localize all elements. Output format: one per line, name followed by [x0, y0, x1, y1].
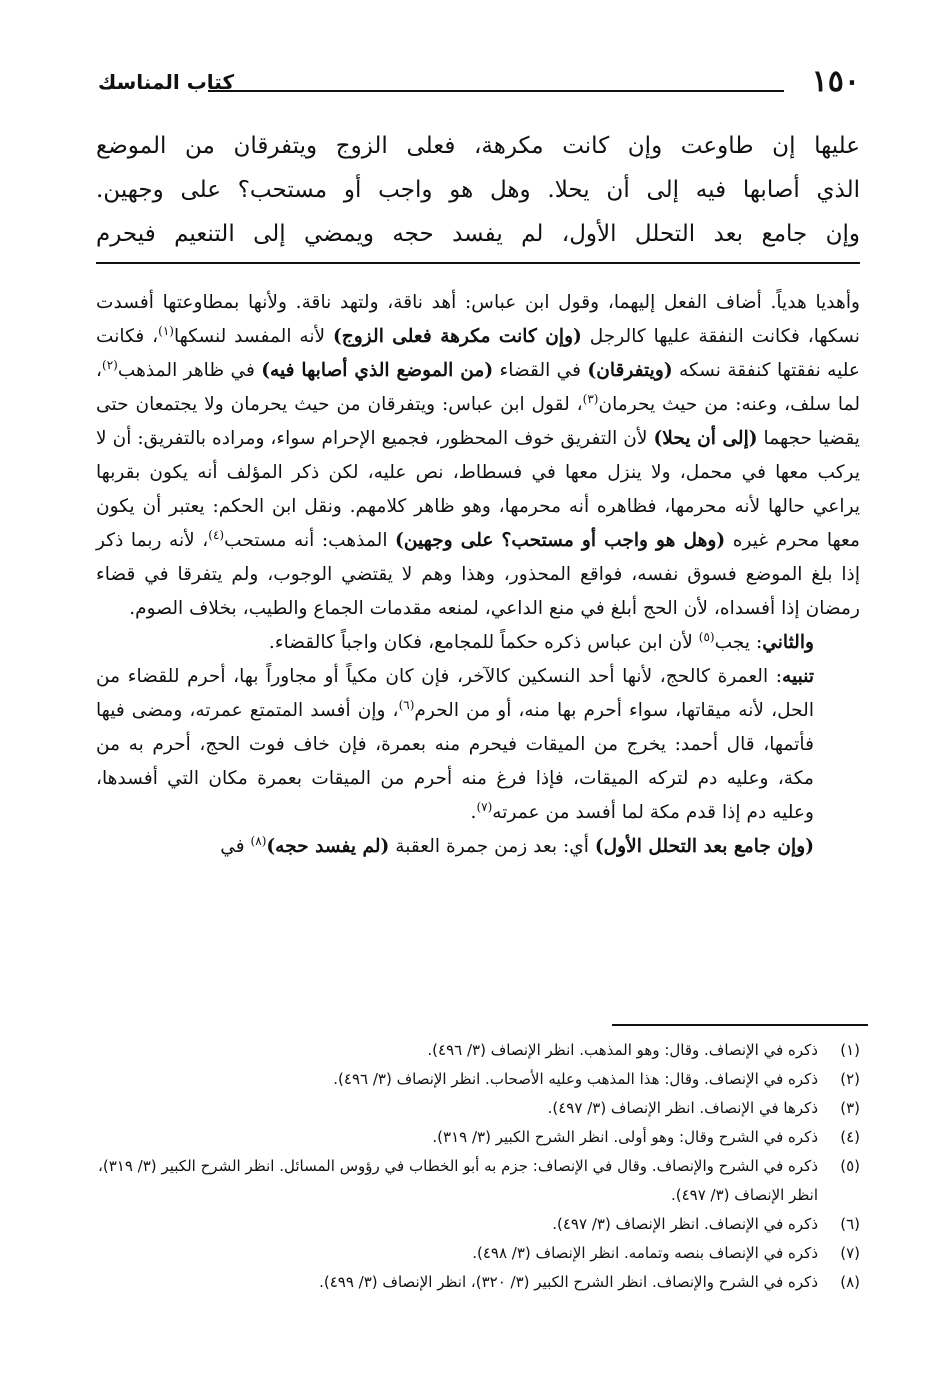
commentary-text: وأهديا هدياً. أضاف الفعل إليهما، وقول ابن عباس: أهد ناقة، ولتهد ناقة. ولأنها بمطاوعتها أفسدت نسكها، فكانت النفقة عليها كالرجل [96, 292, 860, 347]
quoted-text: (من الموضع الذي أصابها فيه) [261, 360, 494, 381]
commentary-paragraph [96, 626, 860, 660]
footnote-number: (٣) [840, 1099, 860, 1117]
footnote-text: ذكره في الإنصاف. انظر الإنصاف (٣/ ٤٩٧). [552, 1215, 818, 1233]
footnote-item [98, 1210, 860, 1239]
text-separator [96, 262, 860, 264]
footnote-ref[interactable]: (٦) [398, 697, 415, 712]
footnote-number: (٧) [840, 1244, 860, 1262]
commentary [96, 286, 860, 864]
footnote-number: (٤) [840, 1128, 860, 1146]
commentary-paragraph [96, 830, 860, 864]
main-text-line: الذي أصابها فيه إلى أن يحلا. وهل هو واجب أو مستحب؟ على وجهين. [96, 177, 860, 203]
footnote-number: (٦) [840, 1215, 860, 1233]
page-number: ١٥٠ [811, 64, 860, 99]
footnote-text: ذكره في الشرح والإنصاف. وقال في الإنصاف: جزم به أبو الخطاب في رؤوس المسائل. انظر الشرح الكبير (٣/ ٣١٩)، انظر الإنصاف (٣/ ٤٩٧). [98, 1157, 818, 1204]
footnote-text: ذكره في الشرح والإنصاف. انظر الشرح الكبير (٣/ ٣٢٠)، انظر الإنصاف (٣/ ٤٩٩). [319, 1273, 818, 1291]
commentary-text: ، لأنه ربما ذكر إذا بلغ الموضع فسوق نفسه، فواقع المحذور، وهذا وهم لا يقتضي الوجوب، ولم يتفرقا في قضاء رمضان إذا أفسداه، لأن الحج أبلغ في منع الداعي، لمنعه مقدمات الجماع والطيب، بخلاف الصوم. [96, 530, 860, 619]
quoted-text: (إلى أن يحلا) [653, 428, 758, 449]
footnote-ref[interactable]: (٨) [250, 833, 267, 848]
commentary-text: ، وإن أفسد المتمتع عمرته، ومضى فيها فأتمها، قال أحمد: يخرج من الميقات فيحرم منه بعمرة، فإن خاف فوت الحج، أحرم به من مكة، وعليه دم لتركه الميقات، فإذا فرغ منه أحرم من الميقات بعمرة مكان التي أفسدها، وعليه دم إذا قدم مكة لما أفسد من عمرته [96, 700, 814, 823]
footnote-text: ذكره في الإنصاف. وقال: وهو المذهب. انظر الإنصاف (٣/ ٤٩٦). [427, 1041, 818, 1059]
footnote-item [98, 1152, 860, 1210]
commentary-text: أي: بعد زمن جمرة العقبة [389, 836, 595, 857]
quoted-text: تنبيه [782, 666, 814, 687]
footnote-text: ذكرها في الإنصاف. انظر الإنصاف (٣/ ٤٩٧). [547, 1099, 818, 1117]
header-rule [208, 90, 784, 92]
footnote-number: (٢) [840, 1070, 860, 1088]
commentary-text: لأنه المفسد لنسكها [173, 326, 326, 347]
footnote-item [98, 1036, 860, 1065]
footnote-ref[interactable]: (٥) [698, 629, 715, 644]
main-text-line: عليها إن طاوعت وإن كانت مكرهة، فعلى الزوج ويتفرقان من الموضع [96, 133, 860, 159]
footnote-item [98, 1268, 860, 1297]
quoted-text: (وإن جامع بعد التحلل الأول) [594, 836, 814, 857]
commentary-text: في ظاهر المذهب [117, 360, 255, 381]
footnote-item [98, 1123, 860, 1152]
footnote-number: (١) [840, 1041, 860, 1059]
commentary-paragraph [96, 286, 860, 626]
main-text-line: وإن جامع بعد التحلل الأول، لم يفسد حجه ويمضي إلى التنعيم فيحرم [96, 221, 860, 247]
quoted-text: (وهل هو واجب أو مستحب؟ على وجهين) [395, 530, 726, 551]
quoted-text: (وإن كانت مكرهة فعلى الزوج) [332, 326, 582, 347]
commentary-text: في [220, 836, 251, 857]
commentary-text: لأن ابن عباس ذكره حكماً للمجامع، فكان واجباً كالقضاء. [268, 632, 699, 653]
footnote-ref[interactable]: (١) [158, 323, 174, 338]
quoted-text: (ويتفرقان) [587, 360, 673, 381]
footnote-item [98, 1094, 860, 1123]
footnote-ref[interactable]: (٧) [476, 799, 493, 814]
commentary-text: : يجب [714, 632, 763, 653]
footnotes [98, 1036, 860, 1297]
commentary-text: ، لما سلف، وعنه: من حيث يحرمان [96, 360, 861, 415]
commentary-text: لأن التفريق خوف المحظور، فجميع الإحرام سواء، ومراده بالتفريق: أن لا يركب معها في محمل، ولا ينزل معها في فسطاط، نص عليه، لكن ذكر المؤلف أنه يكون بقربها يراعي حالها لأنه محرمها، فظاهره أنه محرمها، وهو ظاهر كلامهم. ونقل ابن الحكم: يعتبر أن يكون معها محرم غيره [96, 428, 860, 551]
commentary-text: في القضاء [499, 360, 582, 381]
commentary-text: ، فكانت عليه نفقتها كنفقة نسكه [96, 326, 860, 381]
footnote-text: ذكره في الإنصاف. وقال: هذا المذهب وعليه الأصحاب. انظر الإنصاف (٣/ ٤٩٦). [333, 1070, 818, 1088]
footnote-item [98, 1239, 860, 1268]
commentary-text: : العمرة كالحج، لأنها أحد النسكين كالآخر، فإن كان مكياً أو مجاوراً بها، أحرم للقضاء من الحل، لأنه ميقاتها، سواء أحرم بها منه، أو من الحرم [96, 666, 814, 721]
quoted-text: (لم يفسد حجه) [266, 836, 390, 857]
commentary-text: المذهب: أنه مستحب [224, 530, 388, 551]
footnote-rule [612, 1024, 868, 1026]
page-header [98, 62, 860, 102]
footnote-text: ذكره في الشرح وقال: وهو أولى. انظر الشرح الكبير (٣/ ٣١٩). [432, 1128, 818, 1146]
main-text [96, 124, 860, 256]
footnote-ref[interactable]: (٣) [582, 391, 599, 406]
footnote-number: (٥) [840, 1157, 860, 1175]
quoted-text: والثاني [762, 632, 814, 653]
commentary-text: ، لقول ابن عباس: ويتفرقان من حيث يحرمان ولا يجتمعان حتى يقضيا حجهما [96, 394, 860, 449]
footnote-text: ذكره في الإنصاف بنصه وتمامه. انظر الإنصاف (٣/ ٤٩٨). [472, 1244, 818, 1262]
footnote-number: (٨) [840, 1273, 860, 1291]
footnote-item [98, 1065, 860, 1094]
commentary-paragraph [96, 660, 860, 830]
footnote-ref[interactable]: (٤) [208, 527, 225, 542]
commentary-text: . [470, 802, 477, 823]
footnote-ref[interactable]: (٢) [102, 357, 118, 372]
book-title: كتاب المناسك [98, 70, 235, 94]
